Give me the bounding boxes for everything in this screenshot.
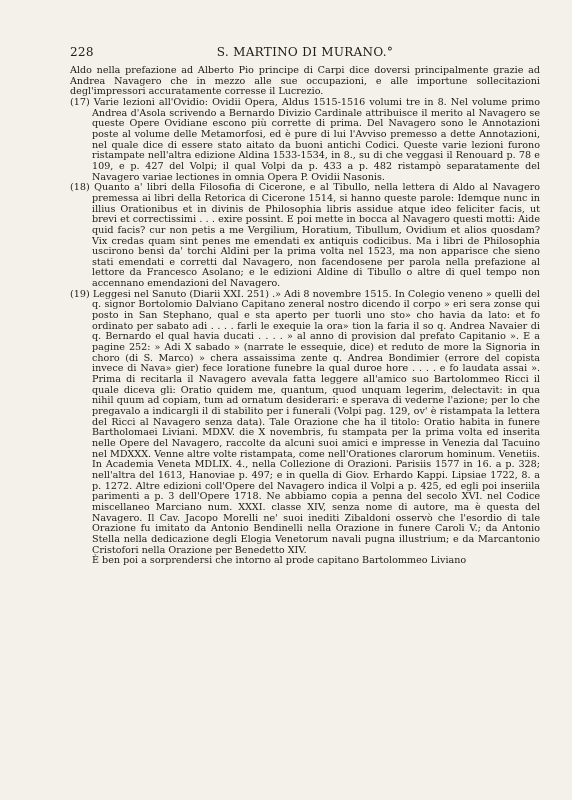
note-marker: (19) [70,288,90,300]
note-continuation [70,66,540,98]
note-text: Leggesi nel Sanuto (Diarii XXI. 251) .» Adi 8 novembre 1515. In Colegio veneno » quelli del q. signor Bortolomio Dalviano Capitano zeneral nostro dicendo il corpo » eri sera zonse qui posto in San Stephano, qual e sta aperto per tuorli uno sto» cho havia da lato: et fo ordinato per sabato adi . . . . farli le exequie la ora» tion la faria il so q. Andrea Navaier di q. Bernardo el qual havia ducati . . . . » al anno di provision dal prefato Capitanio ». E a pagine 252: » Adi X sabado » (narrate le essequie, dice) et reduto de more la Signoria in choro (di S. Marco) » chera assaissima zente q. Andrea Bondimier (errore del copista invece di Nava» gier) fece loratione funebre la qual duroe hore . . . . e fo laudata assai ». Prima di recitarla il Navagero avevala fatta leggere all'amico suo Bartolommeo Ricci il quale diceva gli: Oratio quidem me, quantum, quod unquam legerim, delectavit: in qua nihil quum ad copiam, tum ad ornatum desiderari: e sperava di vederne l'azione; per lo che pregavalo a indicargli il di stabilito per i funerali (Volpi pag. 129, ov' è ristampata la lettera del Ricci al Navagero senza data). Tale Orazione che ha il titolo: Oratio habita in funere Bartholomaei Liviani. MDXV. die X novembris, fu stampata per la prima volta ed inserita nelle Opere del Navagero, raccolte da alcuni suoi amici e impresse in Venezia dal Tacuino nel MDXXX. Venne altre volte ristampata, come nell'Orationes clarorum hominum. Venetiis. In Academia Veneta MDLIX. 4., nella Collezione di Orazioni. Parisiis 1577 in 16. a p. 328; nell'altra del 1613, Hanoviae p. 497; e in quella di Giov. Erhardo Kappi. Lipsiae 1722, 8. a p. 1272. Altre edizioni coll'Opere del Navagero indica il Volpi a p. 425, ed egli poi inseriila parimenti a p. 3 dell'Opere 1718. Ne abbiamo copia a penna del secolo XVI. nel Codice miscellaneo Marciano num. XXXI. classe XIV, senza nome di autore, ma è questa del Navagero. Il Cav. Jacopo Morelli ne' suoi inediti Zibaldoni osservò che l'esordio di tale Orazione fu imitato da Antonio Bendinelli nella Orazione in funere Caroli V.; da Antonio Stella nella dedicazione degli Elogia Venetorum navali pugna illustrium; e da Marcantonio Cristofori nella Orazione per Benedetto XIV. [92,288,540,556]
note-text: Quanto a' libri della Filosofia di Cicerone, e al Tibullo, nella lettera di Aldo al Navagero premessa ai libri della Retorica di Cicerone 1514, si hanno queste parole: Idemque nunc in illius Orationibus et in divinis de Philosophia libris assidue atque ideo feliciter facis, ut brevi et correctissimi . . . exire possint. E poi mette in bocca al Navagero questi motti: Aide quid facis? cur non petis a me Vergilium, Horatium, Tibullum, Ovidium et alios quosdam? Vix credas quam sint penes me emendati ex antiquis codicibus. Ma i libri de Philosophia uscirono bensì da' torchi Aldini per la prima volta nel 1523, ma non apparisce che sieno stati emendati e corretti dal Navagero, non facendosene per parola nella prefazione al lettore da Francesco Asolano; e le edizioni Aldine di Tibullo o altre di quel tempo non accennano emendazioni del Navagero. [92,182,540,290]
body-text: È ben poi a sorprendersi che intorno al prode capitano Bartolommeo Liviano [92,555,467,567]
footnotes-body [70,66,540,567]
main-text-line [70,556,540,567]
note-text: Aldo nella prefazione ad Alberto Pio principe di Carpi dice doversi principalmente grazie ad Andrea Navagero che in mezzo alle sue occupazioni, e alle importune sollecitazioni degl'impressori accuratamente corresse il Lucrezio. [70,65,540,98]
running-title: S. MARTINO DI MURANO.° [216,45,394,59]
page-number: 228 [70,45,94,59]
note-marker: (18) [70,182,90,194]
note-19 [70,290,540,556]
note-18 [70,183,540,290]
page-header [70,44,540,60]
note-17 [70,98,540,183]
note-marker: (17) [70,96,90,108]
note-text: Varie lezioni all'Ovidio: Ovidii Opera, Aldus 1515-1516 volumi tre in 8. Nel volume primo Andrea d'Asola scrivendo a Bernardo Divizio Cardinale attribuisce il merito al Navagero se queste Opere Ovidiane escono più corrette di prima. Del Navagero sono le Annotazioni poste al volume delle Metamorfosi, ed è pure di lui l'Avviso premesso a dette Annotazioni, nel quale dice di essere stato aitato da buoni antichi Codici. Queste varie lezioni furono ristampate nell'altra edizione Aldina 1533-1534, in 8., su di che veggasi il Renouard p. 78 e 109, e p. 427 del Volpi; il qual Volpi da p. 433 a p. 482 ristampò separatamente del Navagero variae lectiones in omnia Opera P. Ovidii Nasonis. [92,96,540,183]
